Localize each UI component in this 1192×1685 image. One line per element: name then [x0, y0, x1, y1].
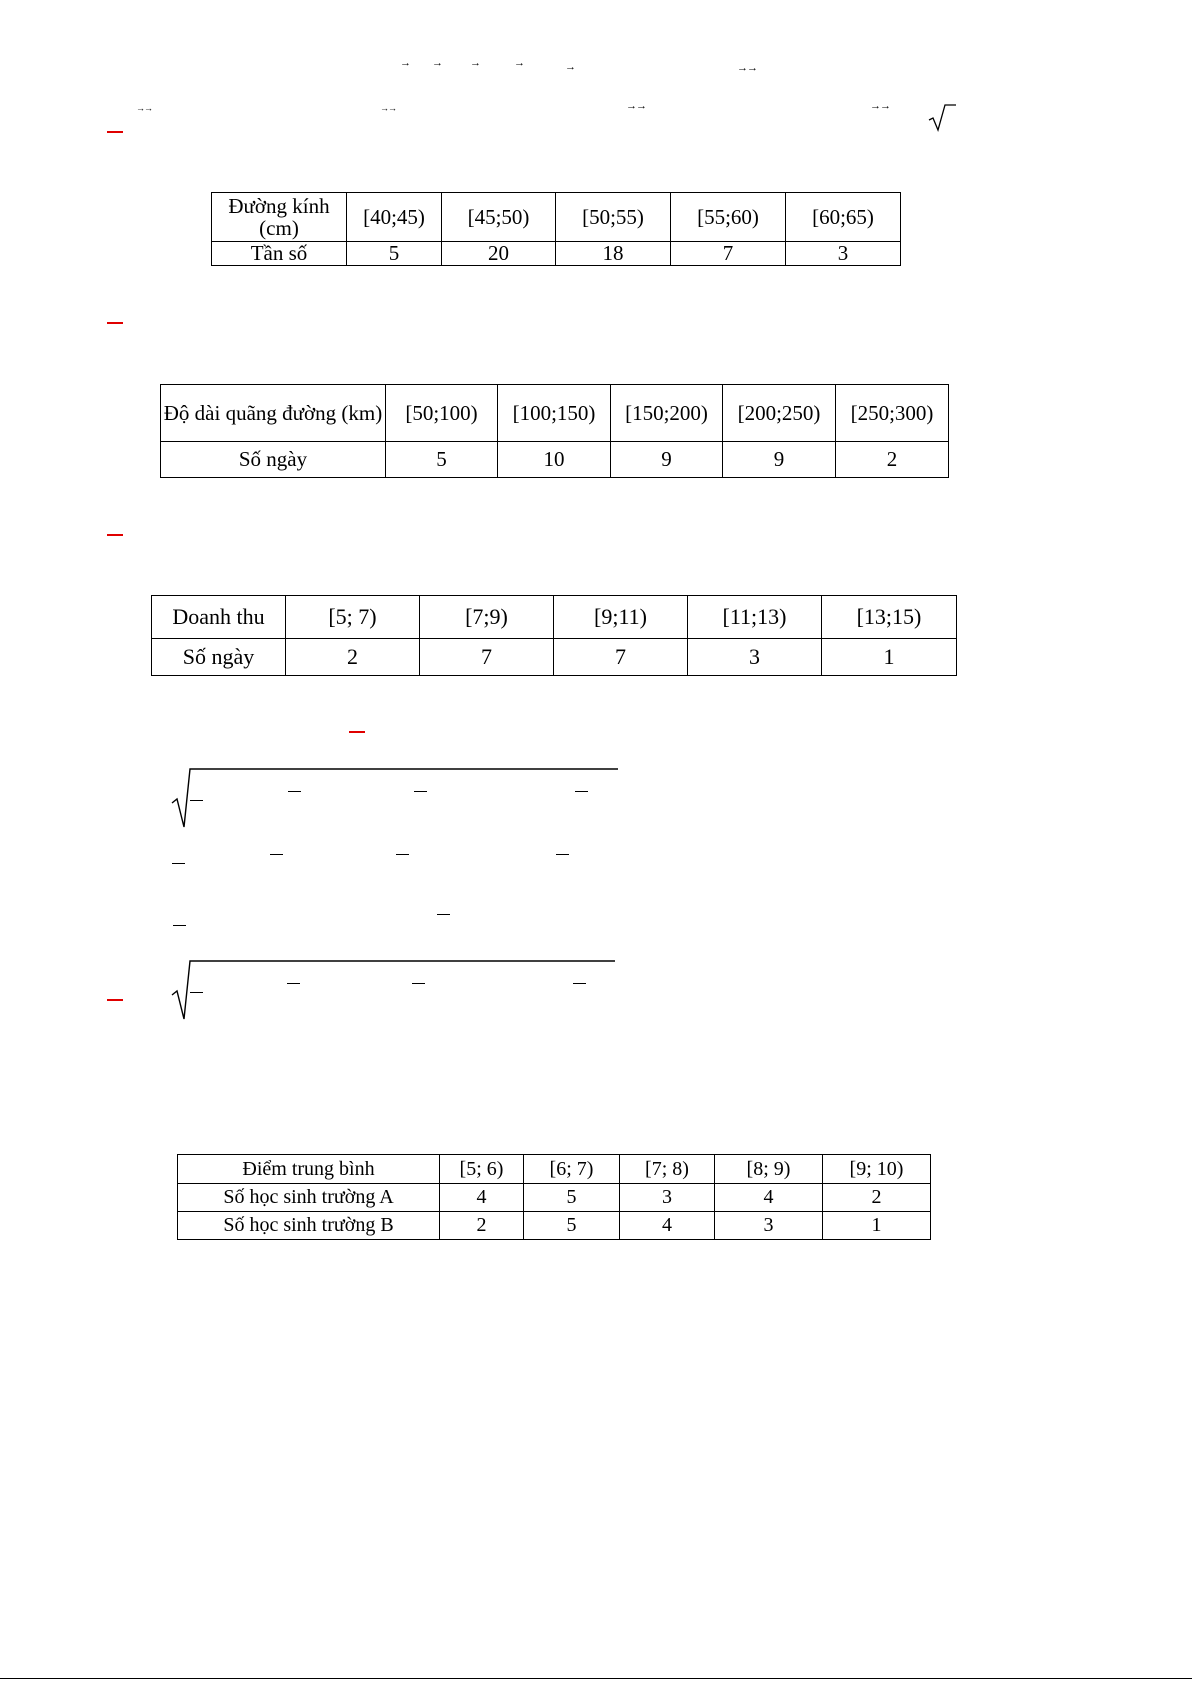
value-cell: 18 [556, 242, 671, 266]
value-cell: 3 [715, 1212, 823, 1240]
value-cell: 3 [786, 242, 901, 266]
answer-marker [107, 999, 123, 1001]
value-cell: 5 [347, 242, 442, 266]
value-cell: 1 [822, 639, 957, 676]
header-label: Doanh thu [152, 596, 286, 639]
row-label: Tần số [212, 242, 347, 266]
interval-cell: [55;60) [671, 193, 786, 242]
value-cell: 10 [498, 442, 611, 478]
vector-arrow-icon: →→ [737, 62, 757, 74]
value-cell: 5 [524, 1212, 620, 1240]
value-cell: 2 [836, 442, 949, 478]
bar-mark [396, 854, 409, 855]
row-label: Số ngày [152, 639, 286, 676]
interval-cell: [5; 7) [286, 596, 420, 639]
interval-cell: [13;15) [822, 596, 957, 639]
value-cell: 2 [823, 1184, 931, 1212]
bar-mark [173, 925, 186, 926]
interval-cell: [7;9) [420, 596, 554, 639]
interval-cell: [45;50) [442, 193, 556, 242]
interval-cell: [11;13) [688, 596, 822, 639]
vector-arrow-icon: → [565, 61, 575, 73]
bar-mark [412, 983, 425, 984]
interval-cell: [9; 10) [823, 1155, 931, 1184]
interval-cell: [150;200) [611, 385, 723, 442]
bar-mark [190, 992, 203, 993]
interval-cell: [9;11) [554, 596, 688, 639]
page-bottom-rule [0, 1678, 1192, 1679]
vector-arrow-icon: → [432, 57, 442, 69]
bar-mark [190, 800, 203, 801]
value-cell: 7 [671, 242, 786, 266]
interval-cell: [40;45) [347, 193, 442, 242]
bar-mark [288, 791, 301, 792]
value-cell: 20 [442, 242, 556, 266]
value-cell: 7 [554, 639, 688, 676]
interval-cell: [8; 9) [715, 1155, 823, 1184]
vector-arrow-icon: →→ [380, 103, 396, 113]
interval-cell: [5; 6) [440, 1155, 524, 1184]
value-cell: 5 [524, 1184, 620, 1212]
vector-arrow-icon: →→ [870, 100, 890, 112]
row-label-school-a: Số học sinh trường A [178, 1184, 440, 1212]
interval-cell: [7; 8) [620, 1155, 715, 1184]
vector-arrow-icon: →→ [626, 100, 646, 112]
interval-cell: [200;250) [723, 385, 836, 442]
interval-cell: [250;300) [836, 385, 949, 442]
value-cell: 9 [611, 442, 723, 478]
value-cell: 9 [723, 442, 836, 478]
bar-mark [270, 854, 283, 855]
bar-mark [575, 791, 588, 792]
answer-marker [349, 731, 365, 733]
vector-arrow-icon: → [400, 57, 410, 69]
value-cell: 5 [386, 442, 498, 478]
square-root-icon [170, 765, 620, 831]
vector-arrow-icon: → [470, 57, 480, 69]
vector-arrow-icon: →→ [136, 103, 152, 113]
row-label: Số ngày [161, 442, 386, 478]
frequency-table-diameter [211, 192, 901, 266]
square-root-icon [170, 957, 620, 1023]
interval-cell: [100;150) [498, 385, 611, 442]
interval-cell: [50;55) [556, 193, 671, 242]
value-cell: 4 [620, 1212, 715, 1240]
value-cell: 1 [823, 1212, 931, 1240]
value-cell: 2 [286, 639, 420, 676]
bar-mark [287, 983, 300, 984]
bar-mark [414, 791, 427, 792]
value-cell: 3 [688, 639, 822, 676]
header-label: Điểm trung bình [178, 1155, 440, 1184]
value-cell: 2 [440, 1212, 524, 1240]
interval-cell: [6; 7) [524, 1155, 620, 1184]
interval-cell: [60;65) [786, 193, 901, 242]
value-cell: 7 [420, 639, 554, 676]
row-label-school-b: Số học sinh trường B [178, 1212, 440, 1240]
header-label: Độ dài quãng đường (km) [161, 385, 386, 442]
answer-marker [107, 534, 123, 536]
header-label: Đường kính (cm) [212, 193, 347, 242]
frequency-table-revenue [151, 595, 957, 676]
answer-marker [107, 131, 123, 133]
bar-mark [556, 854, 569, 855]
square-root-icon [927, 102, 957, 132]
vector-arrow-icon: → [514, 57, 524, 69]
bar-mark [172, 863, 185, 864]
frequency-table-distance [160, 384, 949, 478]
answer-marker [107, 322, 123, 324]
score-comparison-table [177, 1154, 931, 1240]
interval-cell: [50;100) [386, 385, 498, 442]
value-cell: 3 [620, 1184, 715, 1212]
value-cell: 4 [715, 1184, 823, 1212]
bar-mark [437, 914, 450, 915]
value-cell: 4 [440, 1184, 524, 1212]
bar-mark [573, 983, 586, 984]
